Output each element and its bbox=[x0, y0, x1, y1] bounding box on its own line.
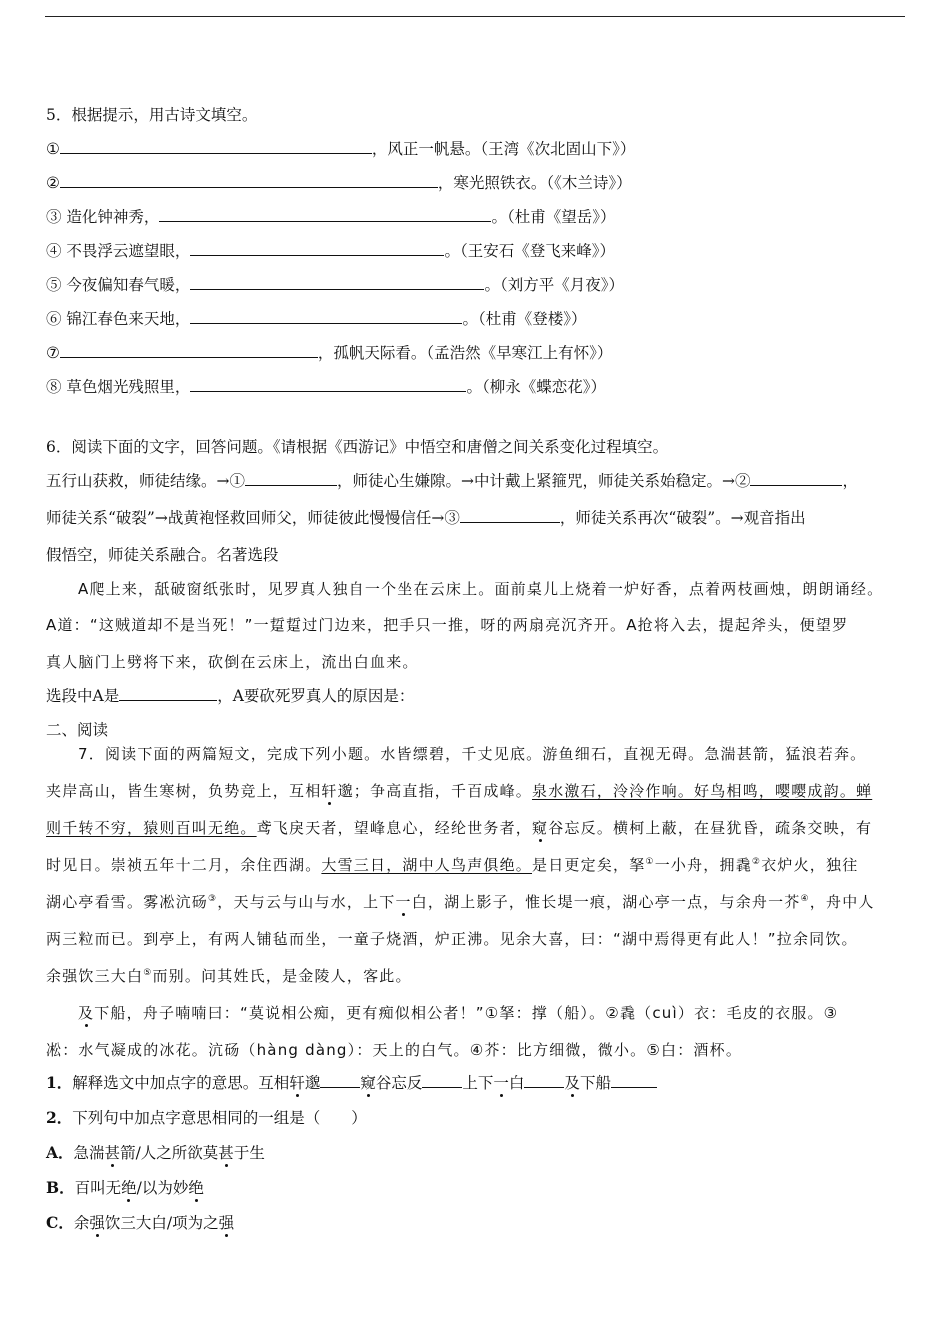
passage-line-7: 余强饮三大白⑤而别。问其姓氏，是金陵人，客此。 bbox=[46, 967, 412, 985]
option-b[interactable]: B．百叫无绝/以为妙绝 bbox=[46, 1178, 204, 1197]
excerpt-line-3: 真人脑门上劈将下来，砍倒在云床上，流出白血来。 bbox=[46, 653, 419, 671]
answer-blank[interactable] bbox=[245, 471, 337, 486]
option-a[interactable]: A．急湍甚箭/人之所欲莫甚于生 bbox=[46, 1143, 265, 1162]
answer-blank[interactable] bbox=[119, 686, 217, 701]
passage-line-5: 湖心亭看雪。雾凇沆砀③，天与云与山与水，上下一白，湖上影子，惟长堤一痕，湖心亭一点，与余舟一芥④，舟中人 bbox=[46, 893, 875, 911]
answer-blank[interactable] bbox=[60, 139, 372, 154]
answer-blank[interactable] bbox=[60, 343, 318, 358]
top-rule bbox=[45, 16, 905, 17]
answer-blank[interactable] bbox=[190, 377, 466, 392]
answer-blank[interactable] bbox=[611, 1073, 657, 1088]
section-heading: 二、阅读 bbox=[46, 721, 109, 739]
q6-line-2: 师徒关系“破裂”→战黄袍怪救回师父，师徒彼此慢慢信任→③ ，师徒关系再次“破裂”。→观音指出 bbox=[46, 509, 806, 527]
answer-blank[interactable] bbox=[190, 241, 444, 256]
answer-blank[interactable] bbox=[460, 508, 560, 523]
passage-line-3: 则千转不穷，猿则百叫无绝。鸢飞戾天者，望峰息心，经纶世务者，窥谷忘反。横柯上蔽，在昼犹昏，疏条交映，有 bbox=[46, 819, 873, 837]
q6-title: 6．阅读下面的文字，回答问题。《请根据《西游记》中悟空和唐僧之间关系变化过程填空。 bbox=[46, 438, 669, 456]
q5-item-2: ② ，寒光照铁衣。（《木兰诗》） bbox=[46, 174, 632, 192]
passage-line-1: 7．阅读下面的两篇短文，完成下列小题。水皆缥碧，千丈见底。游鱼细石，直视无碍。急湍甚箭，猛浪若奔。 bbox=[78, 745, 867, 763]
answer-blank[interactable] bbox=[190, 309, 462, 324]
subq-2: 2．下列句中加点字意思相同的一组是（ ） bbox=[46, 1108, 367, 1127]
q5-item-8: ⑧ 草色烟光残照里， 。（柳永《蝶恋花》） bbox=[46, 378, 606, 396]
answer-blank[interactable] bbox=[159, 207, 491, 222]
q5-item-6: ⑥ 锦江春色来天地， 。（杜甫《登楼》） bbox=[46, 310, 587, 328]
excerpt-line-1: A爬上来，舐破窗纸张时，见罗真人独自一个坐在云床上。面前桌儿上烧着一炉好香，点着两枝画烛，朗朗诵经。 bbox=[78, 580, 884, 598]
subq-1: 1．解释选文中加点字的意思。互相轩邈 窥谷忘反 上下一白 及下船 bbox=[46, 1071, 657, 1093]
q6-ask: 选段中A是 ，A要砍死罗真人的原因是： bbox=[46, 687, 415, 705]
option-c[interactable]: C．余强饮三大白/项为之强 bbox=[46, 1213, 235, 1232]
q5-item-4: ④ 不畏浮云遮望眼， 。（王安石《登飞来峰》） bbox=[46, 242, 615, 260]
excerpt-line-2: A道：“这贼道却不是当死！”一踅踅过门边来，把手只一推，呀的两扇亮沉齐开。A抢将入去，提起斧头，便望罗 bbox=[46, 616, 849, 634]
passage-line-6: 两三粒而已。到亭上，有两人铺毡而坐，一童子烧酒，炉正沸。见余大喜，曰：“湖中焉得更有此人！”拉余同饮。 bbox=[46, 930, 858, 948]
passage-line-2: 夹岸高山，皆生寒树，负势竞上，互相轩邈；争高直指，千百成峰。泉水激石，泠泠作响。好鸟相鸣，嘤嘤成韵。蝉 bbox=[46, 782, 873, 800]
answer-blank[interactable] bbox=[422, 1073, 462, 1088]
answer-blank[interactable] bbox=[60, 173, 438, 188]
passage-line-9: 凇：水气凝成的冰花。沆砀（hàng dàng）：天上的白气。④芥：比方细微，微小。⑤白：酒杯。 bbox=[46, 1041, 743, 1059]
q6-line-1: 五行山获救，师徒结缘。→① ，师徒心生嫌隙。→中计戴上紧箍咒，师徒关系始稳定。→② ， bbox=[46, 472, 858, 490]
answer-blank[interactable] bbox=[190, 275, 484, 290]
answer-blank[interactable] bbox=[750, 471, 842, 486]
passage-line-8: 及下船，舟子喃喃曰：“莫说相公痴，更有痴似相公者！”①拏：撑（船）。②毳（cuì）衣：毛皮的衣服。③ bbox=[78, 1004, 839, 1022]
q5-item-5: ⑤ 今夜偏知春气暖， 。（刘方平《月夜》） bbox=[46, 276, 624, 294]
q5-item-3: ③ 造化钟神秀， 。（杜甫《望岳》） bbox=[46, 208, 616, 226]
q6-line-3: 假悟空，师徒关系融合。名著选段 bbox=[46, 546, 279, 564]
q5-item-7: ⑦ ，孤帆天际看。（孟浩然《早寒江上有怀》） bbox=[46, 344, 613, 362]
q5-title: 5．根据提示，用古诗文填空。 bbox=[46, 106, 258, 124]
answer-blank[interactable] bbox=[320, 1073, 360, 1088]
passage-line-4: 时见日。崇祯五年十二月，余住西湖。大雪三日，湖中人鸟声俱绝。是日更定矣，拏①一小舟，拥毳②衣炉火，独往 bbox=[46, 856, 859, 874]
answer-blank[interactable] bbox=[524, 1073, 564, 1088]
q5-item-1: ① ，风正一帆悬。（王湾《次北固山下》） bbox=[46, 140, 636, 158]
